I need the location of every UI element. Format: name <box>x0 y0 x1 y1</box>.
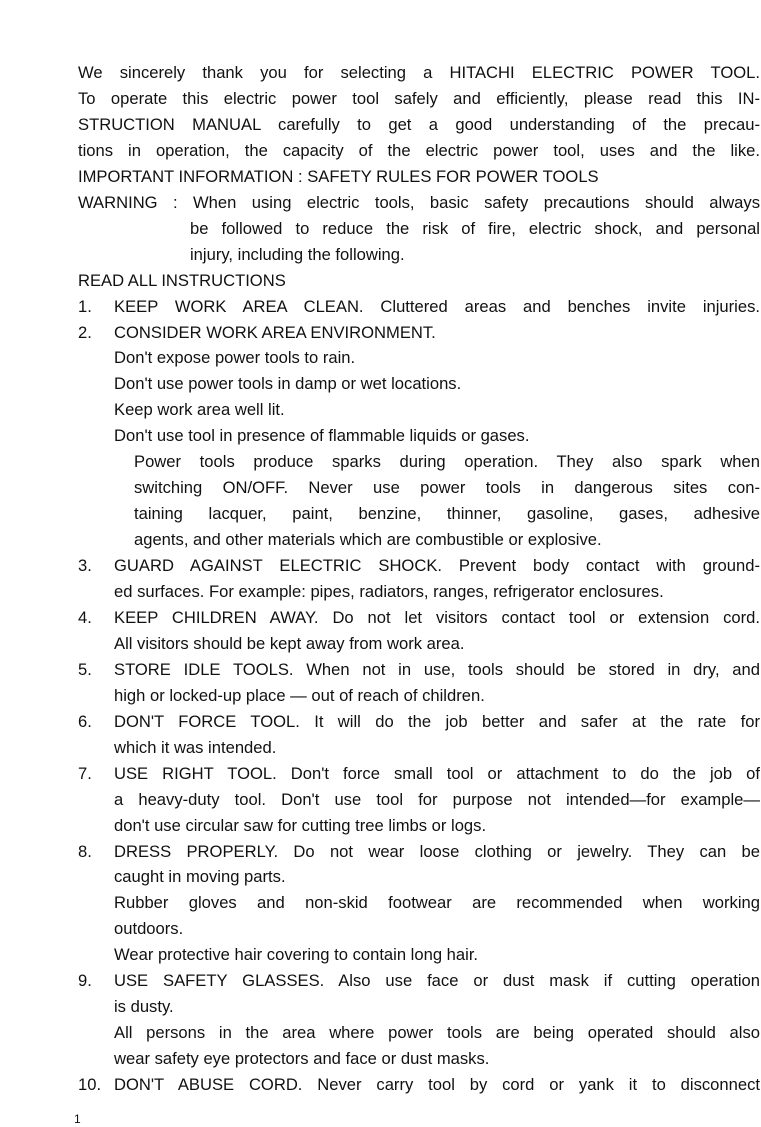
text-line: high or locked-up place — out of reach of children. <box>114 685 485 705</box>
text-line: All visitors should be kept away from work area. <box>114 633 465 653</box>
text-line: tions in operation, the capacity of the electric power tool, uses and the like. <box>78 140 760 160</box>
text-line: Keep work area well lit. <box>114 400 285 420</box>
text-line: is dusty. <box>114 997 174 1017</box>
list-item-text: DON'T ABUSE CORD. Never carry tool by cord or yank it to disconnect <box>114 1075 760 1095</box>
list-item-text: KEEP WORK AREA CLEAN. Cluttered areas and benches invite injuries. <box>114 296 760 316</box>
text-line: taining lacquer, paint, benzine, thinner, gasoline, gases, adhesive <box>134 504 760 524</box>
text-line: caught in moving parts. <box>114 867 286 887</box>
list-item-text: DON'T FORCE TOOL. It will do the job better and safer at the rate for <box>114 711 760 731</box>
list-item-number: 2. <box>78 322 92 342</box>
list-item-number: 6. <box>78 711 92 731</box>
list-item-number: 7. <box>78 763 92 783</box>
text-line: a heavy-duty tool. Don't use tool for purpose not intended—for example— <box>114 789 760 809</box>
text-line: Rubber gloves and non-skid footwear are recommended when working <box>114 893 760 913</box>
text-line: STRUCTION MANUAL carefully to get a good understanding of the precau- <box>78 114 760 134</box>
list-item-text: GUARD AGAINST ELECTRIC SHOCK. Prevent body contact with ground- <box>114 556 760 576</box>
page-number: 1 <box>74 1112 81 1126</box>
text-line: don't use circular saw for cutting tree limbs or logs. <box>114 815 487 835</box>
list-item-number: 9. <box>78 971 92 991</box>
text-line: wear safety eye protectors and face or dust masks. <box>114 1049 490 1069</box>
text-line: switching ON/OFF. Never use power tools in dangerous sites con- <box>134 478 760 498</box>
text-line: We sincerely thank you for selecting a HITACHI ELECTRIC POWER TOOL. <box>78 63 760 82</box>
list-item-number: 5. <box>78 659 92 679</box>
list-item-number: 3. <box>78 556 92 576</box>
list-item-number: 8. <box>78 841 92 861</box>
text-line: injury, including the following. <box>190 244 405 264</box>
text-line: WARNING : When using electric tools, basic safety precautions should always <box>78 192 760 212</box>
list-item-number: 4. <box>78 607 92 627</box>
list-item-number: 1. <box>78 296 92 316</box>
list-item-text: STORE IDLE TOOLS. When not in use, tools should be stored in dry, and <box>114 659 760 679</box>
text-line: To operate this electric power tool safely and efficiently, please read this IN- <box>78 88 760 108</box>
text-line: agents, and other materials which are combustible or explosive. <box>134 530 602 550</box>
list-item-text: DRESS PROPERLY. Do not wear loose clothing or jewelry. They can be <box>114 841 760 861</box>
text-line: Don't use tool in presence of flammable liquids or gases. <box>114 426 530 446</box>
text-line: READ ALL INSTRUCTIONS <box>78 270 286 290</box>
text-line: be followed to reduce the risk of fire, electric shock, and personal <box>190 218 760 238</box>
text-line: Power tools produce sparks during operation. They also spark when <box>134 452 760 472</box>
text-line: Don't expose power tools to rain. <box>114 348 356 368</box>
text-line: Wear protective hair covering to contain long hair. <box>114 945 479 965</box>
text-line: IMPORTANT INFORMATION : SAFETY RULES FOR POWER TOOLS <box>78 166 599 186</box>
list-item-number: 10. <box>78 1075 102 1095</box>
text-line: outdoors. <box>114 919 184 939</box>
text-line: All persons in the area where power tools are being operated should also <box>114 1023 760 1043</box>
list-item-text: CONSIDER WORK AREA ENVIRONMENT. <box>114 322 436 342</box>
text-line: Don't use power tools in damp or wet locations. <box>114 374 462 394</box>
text-line: which it was intended. <box>114 737 277 757</box>
text-line: ed surfaces. For example: pipes, radiators, ranges, refrigerator enclosures. <box>114 582 664 601</box>
list-item-text: KEEP CHILDREN AWAY. Do not let visitors contact tool or extension cord. <box>114 607 760 627</box>
list-item-text: USE RIGHT TOOL. Don't force small tool or attachment to do the job of <box>114 763 760 783</box>
list-item-text: USE SAFETY GLASSES. Also use face or dust mask if cutting operation <box>114 971 760 991</box>
